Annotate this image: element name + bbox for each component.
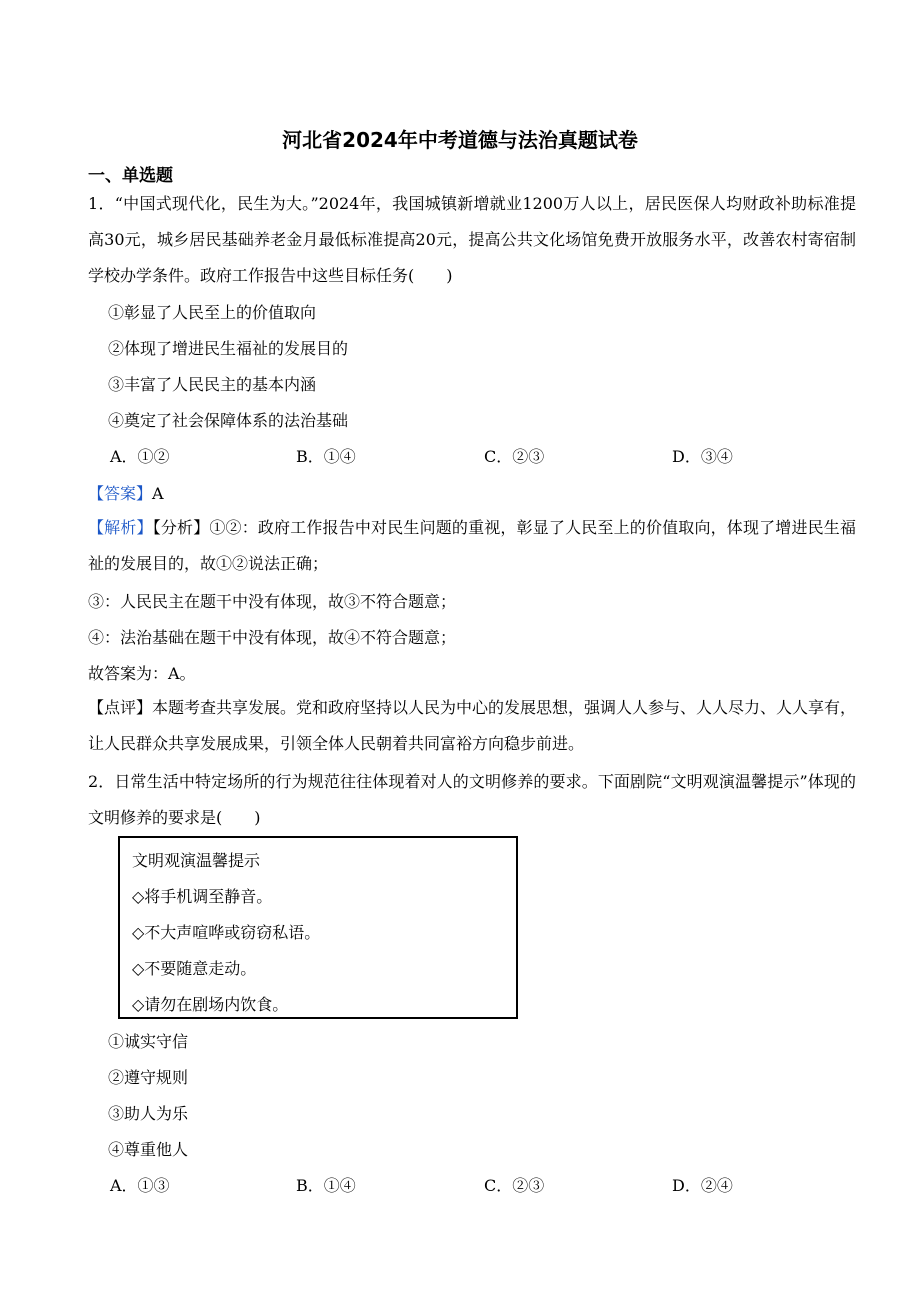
notice-title: 文明观演温馨提示 [132, 851, 261, 870]
q1-option-2: ②体现了增进民生福祉的发展目的 [108, 339, 349, 358]
notice-item: ◇不大声喧哗或窃窃私语。 [132, 923, 321, 942]
q1-stem: 1．“中国式现代化，民生为大。”2024年，我国城镇新增就业1200万人以上，居民医保人均财政补助标准提高30元，城乡居民基础养老金月最低标准提高20元，提高公共文化场馆免费开放服务水平，改善农村寄宿制学校办学条件。政府工作报告中这些目标任务( ) [88, 194, 856, 285]
q1-analysis-line-4: ④：法治基础在题干中没有体现，故④不符合题意； [88, 628, 457, 647]
answer-value: A [152, 484, 164, 503]
q2-option-1: ①诚实守信 [108, 1032, 189, 1051]
q2-stem: 2．日常生活中特定场所的行为规范往往体现着对人的文明修养的要求。下面剧院“文明观演温馨提示”体现的文明修养的要求是( ) [88, 772, 856, 827]
analysis-text: 【分析】①②：政府工作报告中对民生问题的重视，彰显了人民至上的价值取向，体现了增进民生福祉的发展目的，故①②说法正确； [88, 518, 856, 573]
q2-choice-b: B．①④ [296, 1176, 356, 1195]
q1-choice-a: A．①② [110, 447, 170, 466]
q1-option-4: ④奠定了社会保障体系的法治基础 [108, 411, 349, 430]
q1-analysis [88, 510, 856, 582]
analysis-tag: 【解析】 [88, 518, 153, 537]
q2-option-4: ④尊重他人 [108, 1140, 189, 1159]
q1-option-3: ③丰富了人民民主的基本内涵 [108, 375, 317, 394]
q1-analysis-conclusion: 故答案为：A。 [88, 664, 196, 683]
notice-item: ◇将手机调至静音。 [132, 887, 273, 906]
q1-analysis-line-3: ③：人民民主在题干中没有体现，故③不符合题意； [88, 592, 457, 611]
answer-tag: 【答案】 [88, 484, 153, 503]
q1-answer [88, 481, 164, 504]
q2-choices [110, 1173, 830, 1197]
q2-choice-d: D．②④ [672, 1176, 733, 1195]
q2-option-2: ②遵守规则 [108, 1068, 189, 1087]
section-heading: 一、单选题 [88, 166, 173, 186]
page-title: 河北省2024年中考道德与法治真题试卷 [282, 128, 638, 152]
q2-option-3: ③助人为乐 [108, 1104, 189, 1123]
q1-choice-d: D．③④ [672, 447, 733, 466]
q1-option-1: ①彰显了人民至上的价值取向 [108, 303, 317, 322]
q1-choices [110, 444, 830, 468]
theater-notice-box [118, 836, 518, 1019]
q2-choice-c: C．②③ [484, 1176, 545, 1195]
notice-item: ◇不要随意走动。 [132, 959, 257, 978]
q1-choice-c: C．②③ [484, 447, 545, 466]
q2-choice-a: A．①③ [110, 1176, 170, 1195]
notice-item: ◇请勿在剧场内饮食。 [132, 995, 289, 1014]
q1-comment: 【点评】本题考查共享发展。党和政府坚持以人民为中心的发展思想，强调人人参与、人人尽力、人人享有，让人民群众共享发展成果，引领全体人民朝着共同富裕方向稳步前进。 [88, 698, 857, 753]
q1-choice-b: B．①④ [296, 447, 356, 466]
